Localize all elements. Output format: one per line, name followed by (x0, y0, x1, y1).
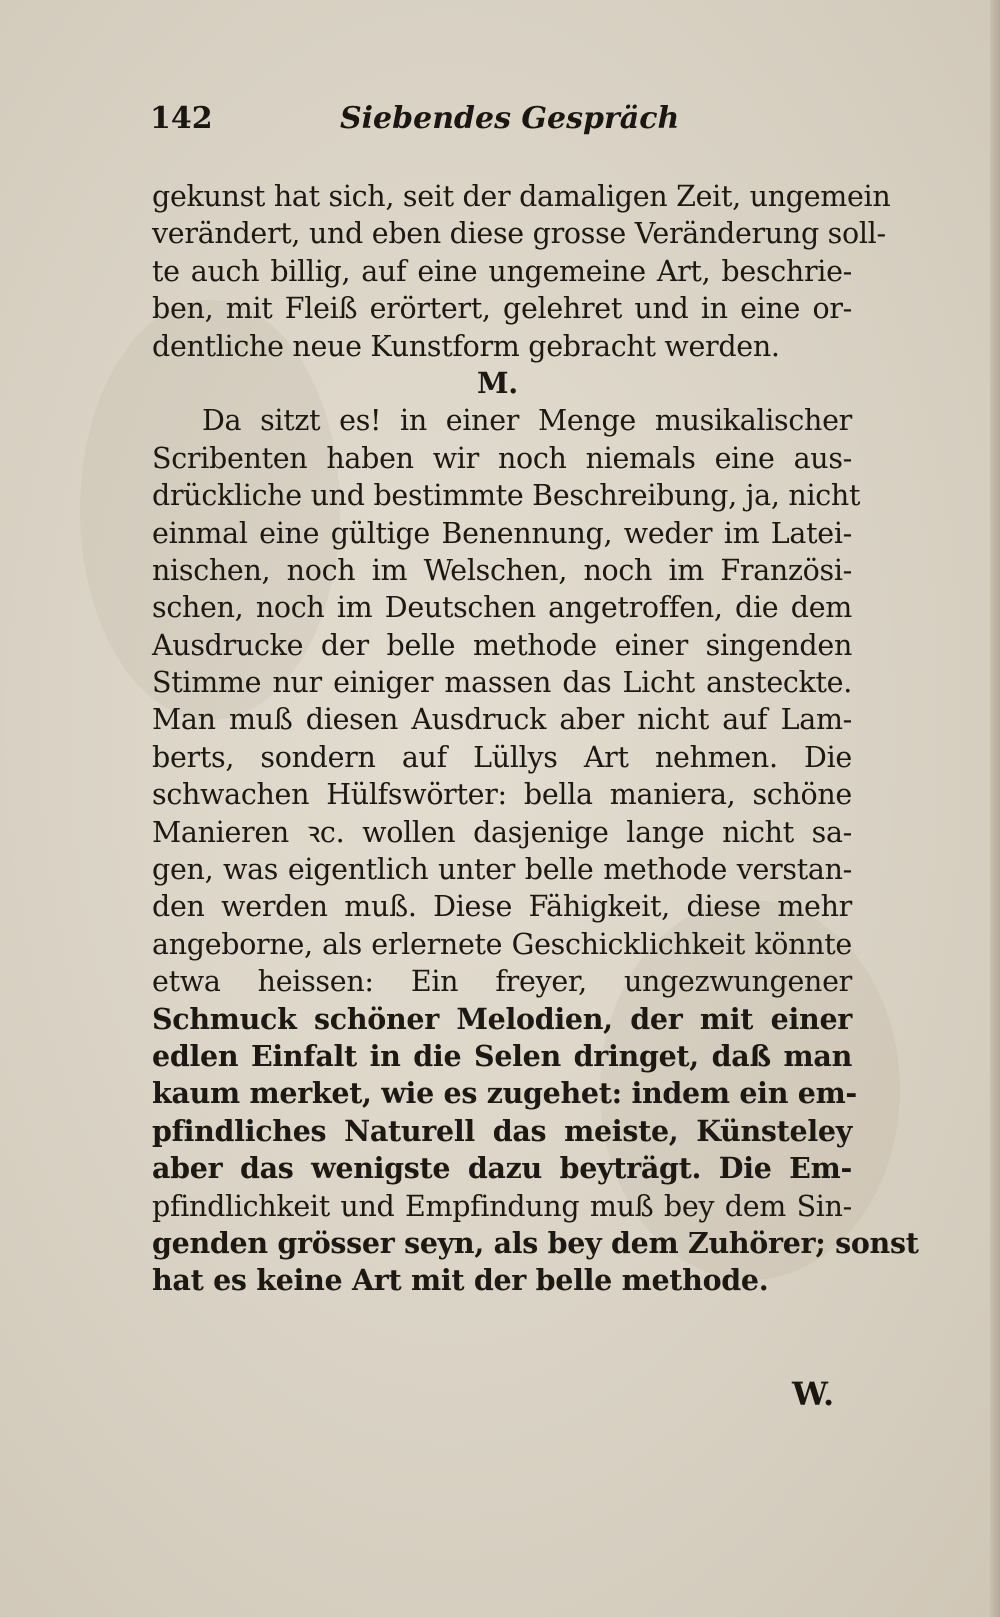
text-line: te auch billig, auf eine ungemeine Art, beschrie- (152, 254, 852, 288)
page-number: 142 (150, 101, 213, 136)
text-line: hat es keine Art mit der belle methode. (152, 1263, 769, 1298)
text-line: genden grösser seyn, als bey dem Zuhörer; sonst (152, 1225, 919, 1260)
text-line: etwa heissen: Ein freyer, ungezwungener (152, 965, 852, 999)
text-line: Da sitzt es! in einer Menge musikalischer (202, 404, 852, 438)
text-line: Stimme nur einiger massen das Licht ansteckte. (152, 666, 852, 700)
text-line: Schmuck schöner Melodien, der mit einer (152, 1001, 852, 1036)
text-line: ben, mit Fleiß erörtert, gelehret und in eine or- (152, 292, 852, 326)
text-line: den werden muß. Diese Fähigkeit, diese mehr (152, 890, 852, 924)
page-header (150, 95, 730, 145)
text-line: pfindliches Naturell das meiste, Künsteley (152, 1113, 852, 1148)
text-line: einmal eine gültige Benennung, weder im Latei- (152, 516, 852, 550)
text-line: gen, was eigentlich unter belle methode verstan- (152, 853, 852, 887)
text-line: berts, sondern auf Lüllys Art nehmen. Die (152, 740, 852, 774)
text-line: kaum merket, wie es zugehet: indem ein em- (152, 1076, 857, 1111)
text-line: drückliche und bestimmte Beschreibung, ja, nicht (152, 479, 861, 513)
text-line: Ausdrucke der belle methode einer singenden (152, 628, 852, 662)
text-line: aber das wenigste dazu beyträgt. Die Em- (152, 1151, 852, 1186)
speaker-label: M. (477, 365, 518, 400)
text-line: Man muß diesen Ausdruck aber nicht auf Lam- (152, 703, 852, 737)
text-line: verändert, und eben diese grosse Veränderung soll- (152, 217, 886, 251)
page-edge (990, 0, 1000, 1617)
text-line: dentliche neue Kunstform gebracht werden. (152, 329, 780, 363)
text-line: gekunst hat sich, seit der damaligen Zeit, ungemein (152, 180, 891, 213)
catchword: W. (792, 1375, 835, 1413)
text-line: Scribenten haben wir noch niemals eine aus- (152, 441, 852, 475)
text-line: angeborne, als erlernete Geschicklichkeit könnte (152, 927, 852, 961)
running-head: Siebendes Gespräch (340, 101, 680, 136)
text-line: schwachen Hülfswörter: bella maniera, schöne (152, 778, 852, 812)
text-line: edlen Einfalt in die Selen dringet, daß man (152, 1038, 852, 1073)
text-line: Manieren ꝛc. wollen dasjenige lange nicht sa- (152, 815, 852, 849)
text-line: nischen, noch im Welschen, noch im Französi- (152, 553, 852, 587)
text-line: schen, noch im Deutschen angetroffen, die dem (152, 591, 852, 625)
text-line: pfindlichkeit und Empfindung muß bey dem Sin- (152, 1189, 852, 1223)
body-text (152, 178, 919, 1300)
